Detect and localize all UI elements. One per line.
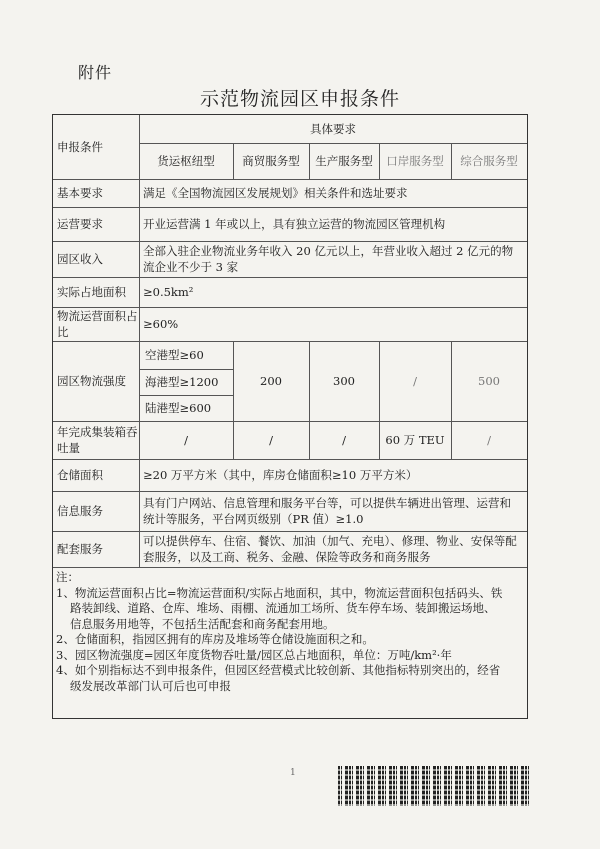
intensity-comprehensive: 500 (478, 374, 500, 388)
header-requirements: 具体要求 (310, 122, 356, 136)
row-ratio-label: 物流运营面积占比 (57, 309, 138, 339)
attachment-label: 附件 (78, 63, 113, 82)
container-commerce: / (269, 433, 273, 447)
intensity-port: / (413, 374, 417, 388)
page-title: 示范物流园区申报条件 (199, 88, 400, 110)
container-port: 60 万 TEU (385, 433, 445, 447)
note-1-line-2: 路装卸线、道路、仓库、堆场、雨棚、流通加工场所、货车停车场、装卸搬运场地、 (70, 601, 496, 615)
row-info-text: 具有门户网站、信息管理和服务平台等，可以提供车辆进出管理、运营和统计等服务，平台网页级别（PR 值）≥1.0 (143, 496, 511, 526)
type-freight-hub: 货运枢纽型 (157, 154, 215, 168)
note-3: 3、园区物流强度=园区年度货物吞吐量/园区总占地面积，单位：万吨/km²·年 (56, 647, 452, 662)
row-basic-label: 基本要求 (57, 186, 103, 200)
container-freight-hub: / (184, 433, 188, 447)
row-area-text: ≥0.5km² (143, 285, 194, 299)
row-support-label: 配套服务 (57, 542, 103, 556)
intensity-commerce: 200 (260, 374, 282, 388)
type-commerce: 商贸服务型 (242, 154, 300, 168)
notes-head: 注： (56, 570, 79, 584)
notes (56, 570, 524, 694)
row-ops-text: 开业运营满 1 年或以上，具有独立运营的物流园区管理机构 (143, 217, 446, 231)
row-basic-text: 满足《全国物流园区发展规划》相关条件和选址要求 (143, 186, 408, 200)
intensity-landport: 陆港型≥600 (145, 401, 212, 415)
note-4-line-2: 级发展改革部门认可后也可申报 (70, 678, 231, 693)
note-2: 2、仓储面积，指园区拥有的库房及堆场等仓储设施面积之和。 (56, 632, 374, 646)
container-production: / (342, 433, 346, 447)
type-comprehensive: 综合服务型 (460, 154, 518, 168)
row-ops-label: 运营要求 (57, 217, 103, 231)
container-comprehensive: / (487, 433, 491, 447)
type-port: 口岸服务型 (386, 154, 444, 168)
header-condition: 申报条件 (57, 140, 103, 154)
barcode (338, 766, 530, 806)
row-intensity-label: 园区物流强度 (57, 374, 126, 388)
row-area-label: 实际占地面积 (57, 285, 126, 299)
row-storage-text: ≥20 万平方米（其中，库房仓储面积≥10 万平方米） (143, 468, 418, 482)
row-container-label: 年完成集装箱吞吐量 (57, 425, 138, 455)
intensity-seaport: 海港型≥1200 (145, 375, 219, 389)
intensity-airport: 空港型≥60 (145, 348, 204, 362)
type-production: 生产服务型 (315, 154, 373, 168)
row-storage-label: 仓储面积 (57, 468, 103, 482)
note-4-line-1: 4、如个别指标达不到申报条件，但园区经营模式比较创新、其他指标特别突出的，经省 (56, 663, 501, 677)
page-number: 1 (290, 768, 296, 778)
row-income-label: 园区收入 (57, 252, 103, 266)
note-1-line-1: 1、物流运营面积占比=物流运营面积/实际占地面积，其中，物流运营面积包括码头、铁 (56, 585, 503, 600)
intensity-production: 300 (333, 374, 355, 388)
note-1-line-3: 信息服务用地等，不包括生活配套和商务配套用地。 (70, 616, 335, 631)
row-info-label: 信息服务 (57, 504, 103, 518)
row-ratio-text: ≥60% (143, 317, 179, 331)
row-support-text: 可以提供停车、住宿、餐饮、加油（加气、充电）、修理、物业、安保等配套服务，以及工商、税务、金融、保险等政务和商务服务 (143, 534, 517, 564)
row-income-text: 全部入驻企业物流业务年收入 20 亿元以上，年营业收入超过 2 亿元的物流企业不少于 3 家 (143, 244, 514, 274)
